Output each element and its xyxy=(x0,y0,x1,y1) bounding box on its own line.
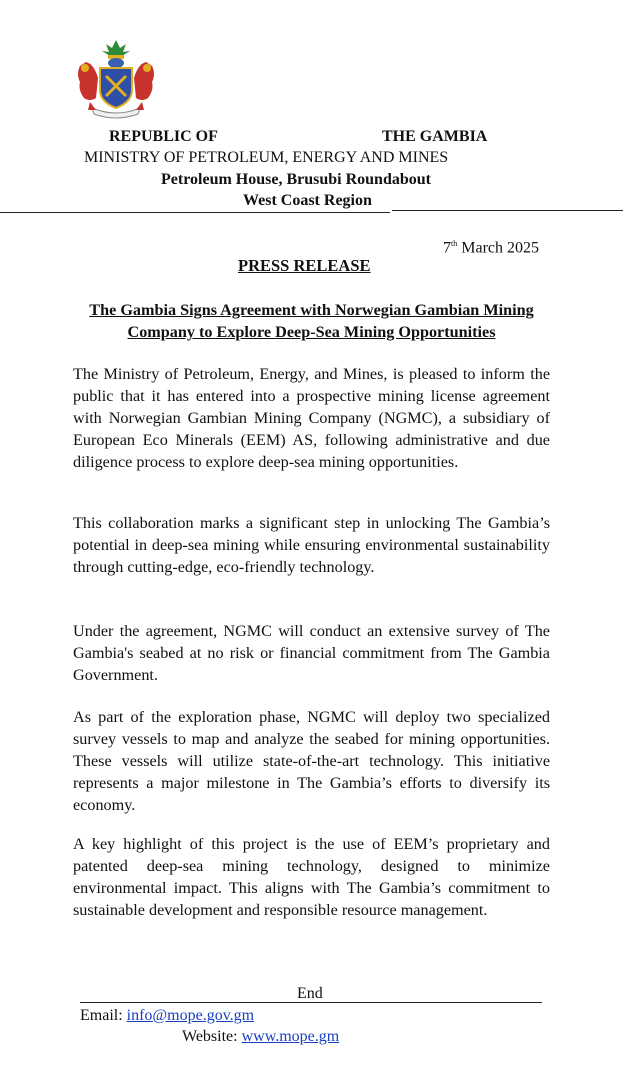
header-divider-right xyxy=(392,210,623,211)
press-release-label: PRESS RELEASE xyxy=(238,256,371,275)
paragraph-4: As part of the exploration phase, NGMC will deploy two specialized survey vessels to map and analyze the seabed for mining opportunities. These vessels will utilize state-of-the-art technology. This initiative represents a major milestone in The Gambia’s efforts to diversify its economy. xyxy=(73,708,550,814)
address-line-1: Petroleum House, Brusubi Roundabout xyxy=(161,171,431,188)
website-label: Website: xyxy=(182,1028,242,1045)
footer-website xyxy=(182,1027,339,1047)
footer-divider xyxy=(80,1002,542,1003)
letterhead-republic-of: REPUBLIC OF xyxy=(109,128,218,145)
paragraph-2: This collaboration marks a significant step in unlocking The Gambia’s potential in deep-sea mining while ensuring environmental sustainability through cutting-edge, eco-friendly technology. xyxy=(73,514,550,576)
letterhead-the-gambia: THE GAMBIA xyxy=(382,128,488,145)
date-day: 7 xyxy=(443,239,451,257)
website-link[interactable]: www.mope.gm xyxy=(241,1028,340,1045)
date-month-year: March 2025 xyxy=(457,239,539,257)
header-divider-left xyxy=(0,212,390,213)
end-label: End xyxy=(297,985,323,1002)
email-link[interactable]: info@mope.gov.gm xyxy=(126,1007,255,1024)
address-line-2: West Coast Region xyxy=(243,192,372,209)
ministry-name: MINISTRY OF PETROLEUM, ENERGY AND MINES xyxy=(84,149,449,166)
paragraph-3: Under the agreement, NGMC will conduct an extensive survey of The Gambia's seabed at no risk or financial commitment from The Gambia Government. xyxy=(73,622,550,684)
paragraph-1: The Ministry of Petroleum, Energy, and Mines, is pleased to inform the public that it has entered into a prospective mining license agreement with Norwegian Gambian Mining Company (NGMC), a subsidiary of European Eco Minerals (EEM) AS, following administrative and due diligence process to explore deep-sea mining opportunities. xyxy=(73,365,550,471)
coat-of-arms-icon xyxy=(72,38,160,120)
release-date xyxy=(443,234,539,258)
paragraph-5: A key highlight of this project is the use of EEM’s proprietary and patented deep-sea mining technology, designed to minimize environmental impact. This aligns with The Gambia’s commitment to sustainable development and responsible resource management. xyxy=(73,835,550,919)
email-label: Email: xyxy=(80,1007,127,1024)
footer-email xyxy=(80,1006,254,1026)
date-suffix: th xyxy=(451,239,458,248)
headline: The Gambia Signs Agreement with Norwegian Gambian Mining Company to Explore Deep-Sea Mining Opportunities xyxy=(89,301,534,341)
